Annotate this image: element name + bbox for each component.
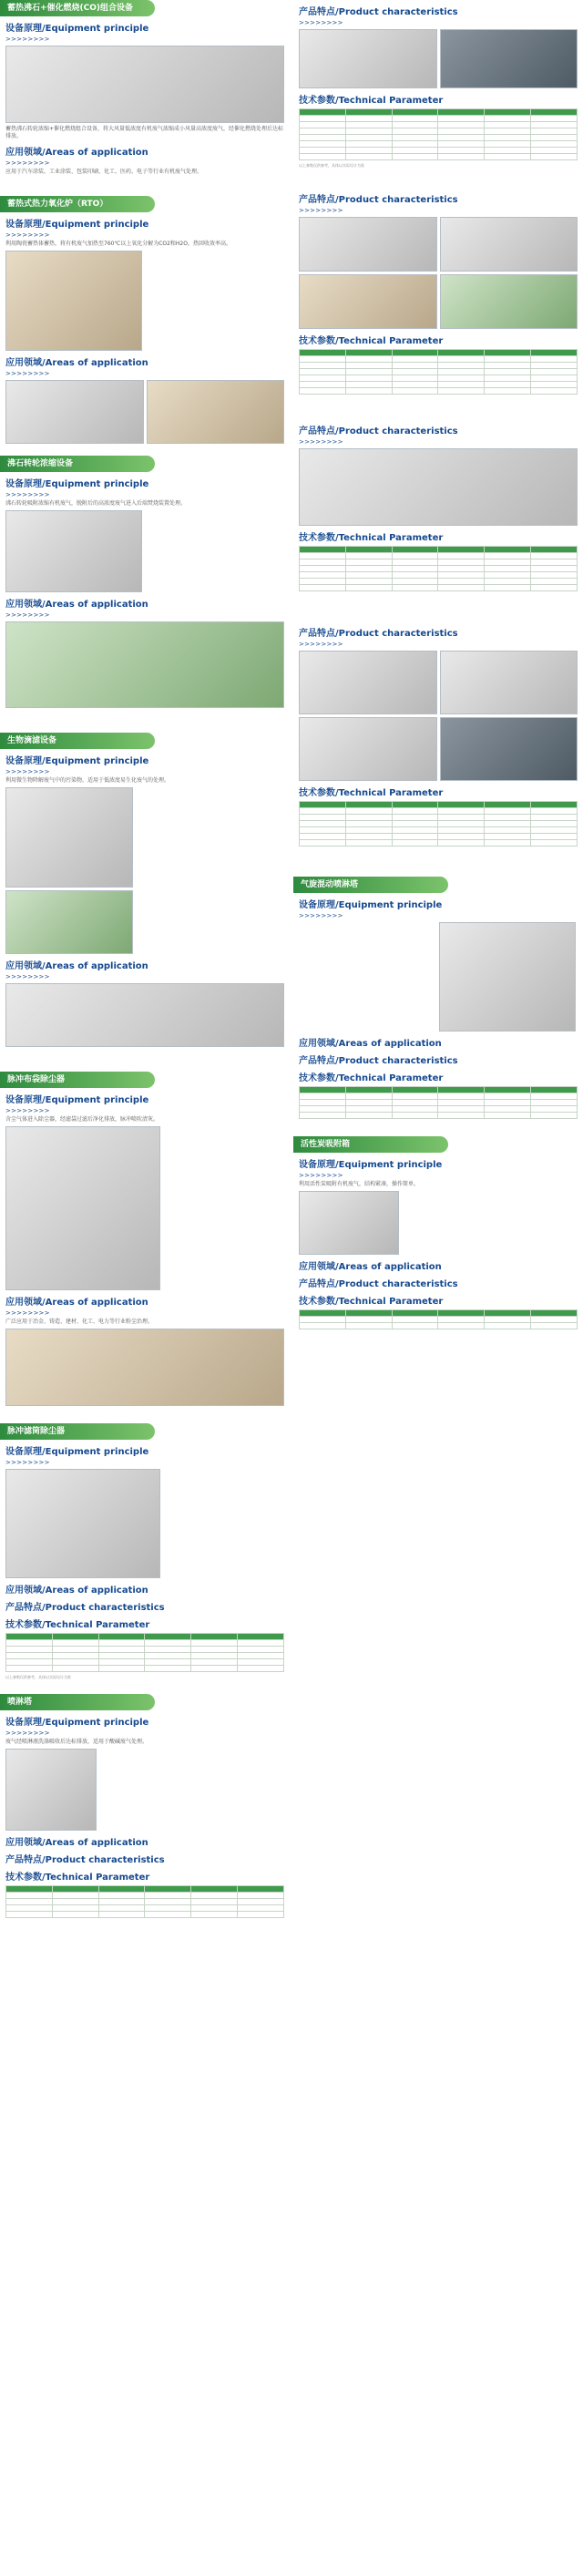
characteristics-heading: 产品特点/Product characteristics <box>299 426 458 436</box>
equipment-image <box>5 787 133 888</box>
arrow-decoration: > > > > > > > > <box>5 231 49 239</box>
parameter-heading: 技术参数/Technical Parameter <box>299 1297 444 1307</box>
image-row <box>299 651 578 714</box>
arrow-decoration: > > > > > > > > <box>5 768 49 775</box>
principle-heading: 设备原理/Equipment principle <box>5 1447 149 1457</box>
image-row <box>299 29 578 88</box>
equipment-image <box>5 510 142 592</box>
section-title: 脉冲布袋除尘器 <box>0 1072 155 1088</box>
arrow-decoration: > > > > > > > > <box>5 491 49 498</box>
equipment-image <box>299 274 437 329</box>
equipment-image <box>147 380 285 444</box>
table-note: 以上参数仅供参考，具体以实际设计为准 <box>299 163 364 168</box>
characteristics-heading: 产品特点/Product characteristics <box>299 629 458 639</box>
principle-heading: 设备原理/Equipment principle <box>299 900 443 910</box>
arrow-decoration: > > > > > > > > <box>5 1729 49 1737</box>
parameter-table <box>299 349 578 395</box>
equipment-image <box>440 717 578 781</box>
equipment-image <box>440 274 578 329</box>
application-heading: 应用领域/Areas of application <box>5 600 148 610</box>
parameter-heading: 技术参数/Technical Parameter <box>299 1073 444 1083</box>
equipment-image <box>299 448 578 526</box>
equipment-image <box>5 983 284 1047</box>
characteristics-heading: 产品特点/Product characteristics <box>5 1855 165 1865</box>
equipment-image <box>5 251 142 351</box>
section-title: 生物滴滤设备 <box>0 733 155 749</box>
application-heading: 应用领域/Areas of application <box>5 1838 148 1848</box>
section-title: 喷淋塔 <box>0 1694 155 1710</box>
parameter-heading: 技术参数/Technical Parameter <box>299 336 444 346</box>
principle-heading: 设备原理/Equipment principle <box>299 1160 443 1170</box>
equipment-image <box>440 651 578 714</box>
parameter-table <box>299 801 578 847</box>
parameter-table <box>5 1633 284 1672</box>
parameter-table <box>5 1885 284 1918</box>
parameter-heading: 技术参数/Technical Parameter <box>5 1873 150 1883</box>
description: 利用陶瓷蓄热体蓄热，将有机废气加热至760℃以上氧化分解为CO2和H2O，热回收效率高。 <box>5 241 231 247</box>
application-heading: 应用领域/Areas of application <box>5 1298 148 1308</box>
arrow-decoration: > > > > > > > > <box>5 1309 49 1317</box>
arrow-decoration: > > > > > > > > <box>299 207 343 214</box>
equipment-image <box>440 217 578 272</box>
equipment-image <box>5 621 284 708</box>
principle-heading: 设备原理/Equipment principle <box>5 756 149 766</box>
section-title: 活性炭吸附箱 <box>293 1136 448 1153</box>
arrow-decoration: > > > > > > > > <box>5 370 49 377</box>
section-title: 蓄热式热力氧化炉（RTO） <box>0 196 155 212</box>
arrow-decoration: > > > > > > > > <box>5 36 49 43</box>
description: 利用微生物降解废气中的污染物，适用于低浓度易生化废气的处理。 <box>5 777 170 784</box>
principle-heading: 设备原理/Equipment principle <box>5 479 149 489</box>
application-heading: 应用领域/Areas of application <box>299 1262 442 1272</box>
characteristics-heading: 产品特点/Product characteristics <box>299 1056 458 1066</box>
description: 蓄热沸石转轮浓缩+催化燃烧组合设备，将大风量低浓度有机废气浓缩成小风量高浓度废气，经催化燃烧处理后达标排放。 <box>5 126 284 139</box>
right-column <box>293 0 583 1332</box>
description: 利用活性炭吸附有机废气，结构紧凑，操作简单。 <box>299 1181 420 1187</box>
image-row <box>299 217 578 272</box>
equipment-image <box>5 890 133 954</box>
arrow-decoration: > > > > > > > > <box>299 912 343 919</box>
equipment-image <box>5 1749 97 1831</box>
equipment-image <box>5 1329 284 1406</box>
arrow-decoration: > > > > > > > > <box>5 159 49 167</box>
arrow-decoration: > > > > > > > > <box>299 641 343 648</box>
equipment-image <box>5 46 284 123</box>
parameter-heading: 技术参数/Technical Parameter <box>5 1620 150 1630</box>
principle-heading: 设备原理/Equipment principle <box>5 24 149 34</box>
arrow-decoration: > > > > > > > > <box>5 611 49 619</box>
parameter-heading: 技术参数/Technical Parameter <box>299 96 444 106</box>
image-row <box>299 717 578 781</box>
principle-heading: 设备原理/Equipment principle <box>5 1718 149 1728</box>
equipment-image <box>439 922 576 1031</box>
equipment-image <box>299 1191 399 1255</box>
arrow-decoration: > > > > > > > > <box>5 1459 49 1466</box>
arrow-decoration: > > > > > > > > <box>299 19 343 26</box>
section-title: 蓄热沸石+催化燃烧(CO)组合设备 <box>0 0 155 16</box>
description: 广泛应用于冶金、铸造、建材、化工、电力等行业粉尘治理。 <box>5 1319 154 1325</box>
application-heading: 应用领域/Areas of application <box>5 961 148 971</box>
image-row <box>299 274 578 329</box>
section-title: 气旋混动喷淋塔 <box>293 877 448 893</box>
equipment-image <box>440 29 578 88</box>
table-note: 以上参数仅供参考，具体以实际设计为准 <box>5 1675 71 1679</box>
equipment-image <box>5 1469 160 1578</box>
parameter-table <box>299 546 578 591</box>
description: 沸石转轮吸附浓缩有机废气，脱附后的高浓度废气进入后端焚烧装置处理。 <box>5 500 187 507</box>
parameter-table <box>299 108 578 160</box>
application-heading: 应用领域/Areas of application <box>5 1586 148 1596</box>
arrow-decoration: > > > > > > > > <box>299 1172 343 1179</box>
equipment-image <box>5 1126 160 1290</box>
description: 废气经喷淋液洗涤吸收后达标排放，适用于酸碱废气处理。 <box>5 1739 148 1745</box>
application-heading: 应用领域/Areas of application <box>5 148 148 158</box>
arrow-decoration: > > > > > > > > <box>299 438 343 446</box>
characteristics-heading: 产品特点/Product characteristics <box>5 1603 165 1613</box>
description: 应用于汽车涂装、工业涂装、包装印刷、化工、医药、电子等行业有机废气处理。 <box>5 169 203 175</box>
equipment-image <box>299 651 437 714</box>
section-title: 脉冲滤筒除尘器 <box>0 1423 155 1440</box>
application-heading: 应用领域/Areas of application <box>299 1039 442 1049</box>
parameter-table <box>299 1086 578 1119</box>
description: 含尘气体进入除尘器，经滤袋过滤后净化排放，脉冲喷吹清灰。 <box>5 1116 159 1123</box>
principle-heading: 设备原理/Equipment principle <box>5 1095 149 1105</box>
parameter-heading: 技术参数/Technical Parameter <box>299 788 444 798</box>
equipment-image <box>299 217 437 272</box>
parameter-table <box>299 1309 578 1329</box>
characteristics-heading: 产品特点/Product characteristics <box>299 1279 458 1289</box>
equipment-image <box>299 717 437 781</box>
characteristics-heading: 产品特点/Product characteristics <box>299 195 458 205</box>
application-heading: 应用领域/Areas of application <box>5 358 148 368</box>
arrow-decoration: > > > > > > > > <box>5 973 49 980</box>
equipment-image <box>299 29 437 88</box>
principle-heading: 设备原理/Equipment principle <box>5 220 149 230</box>
parameter-heading: 技术参数/Technical Parameter <box>299 533 444 543</box>
characteristics-heading: 产品特点/Product characteristics <box>299 7 458 17</box>
section-title: 沸石转轮浓缩设备 <box>0 456 155 472</box>
equipment-image <box>5 380 144 444</box>
left-column <box>0 0 290 1921</box>
arrow-decoration: > > > > > > > > <box>5 1107 49 1114</box>
image-row <box>5 380 284 444</box>
